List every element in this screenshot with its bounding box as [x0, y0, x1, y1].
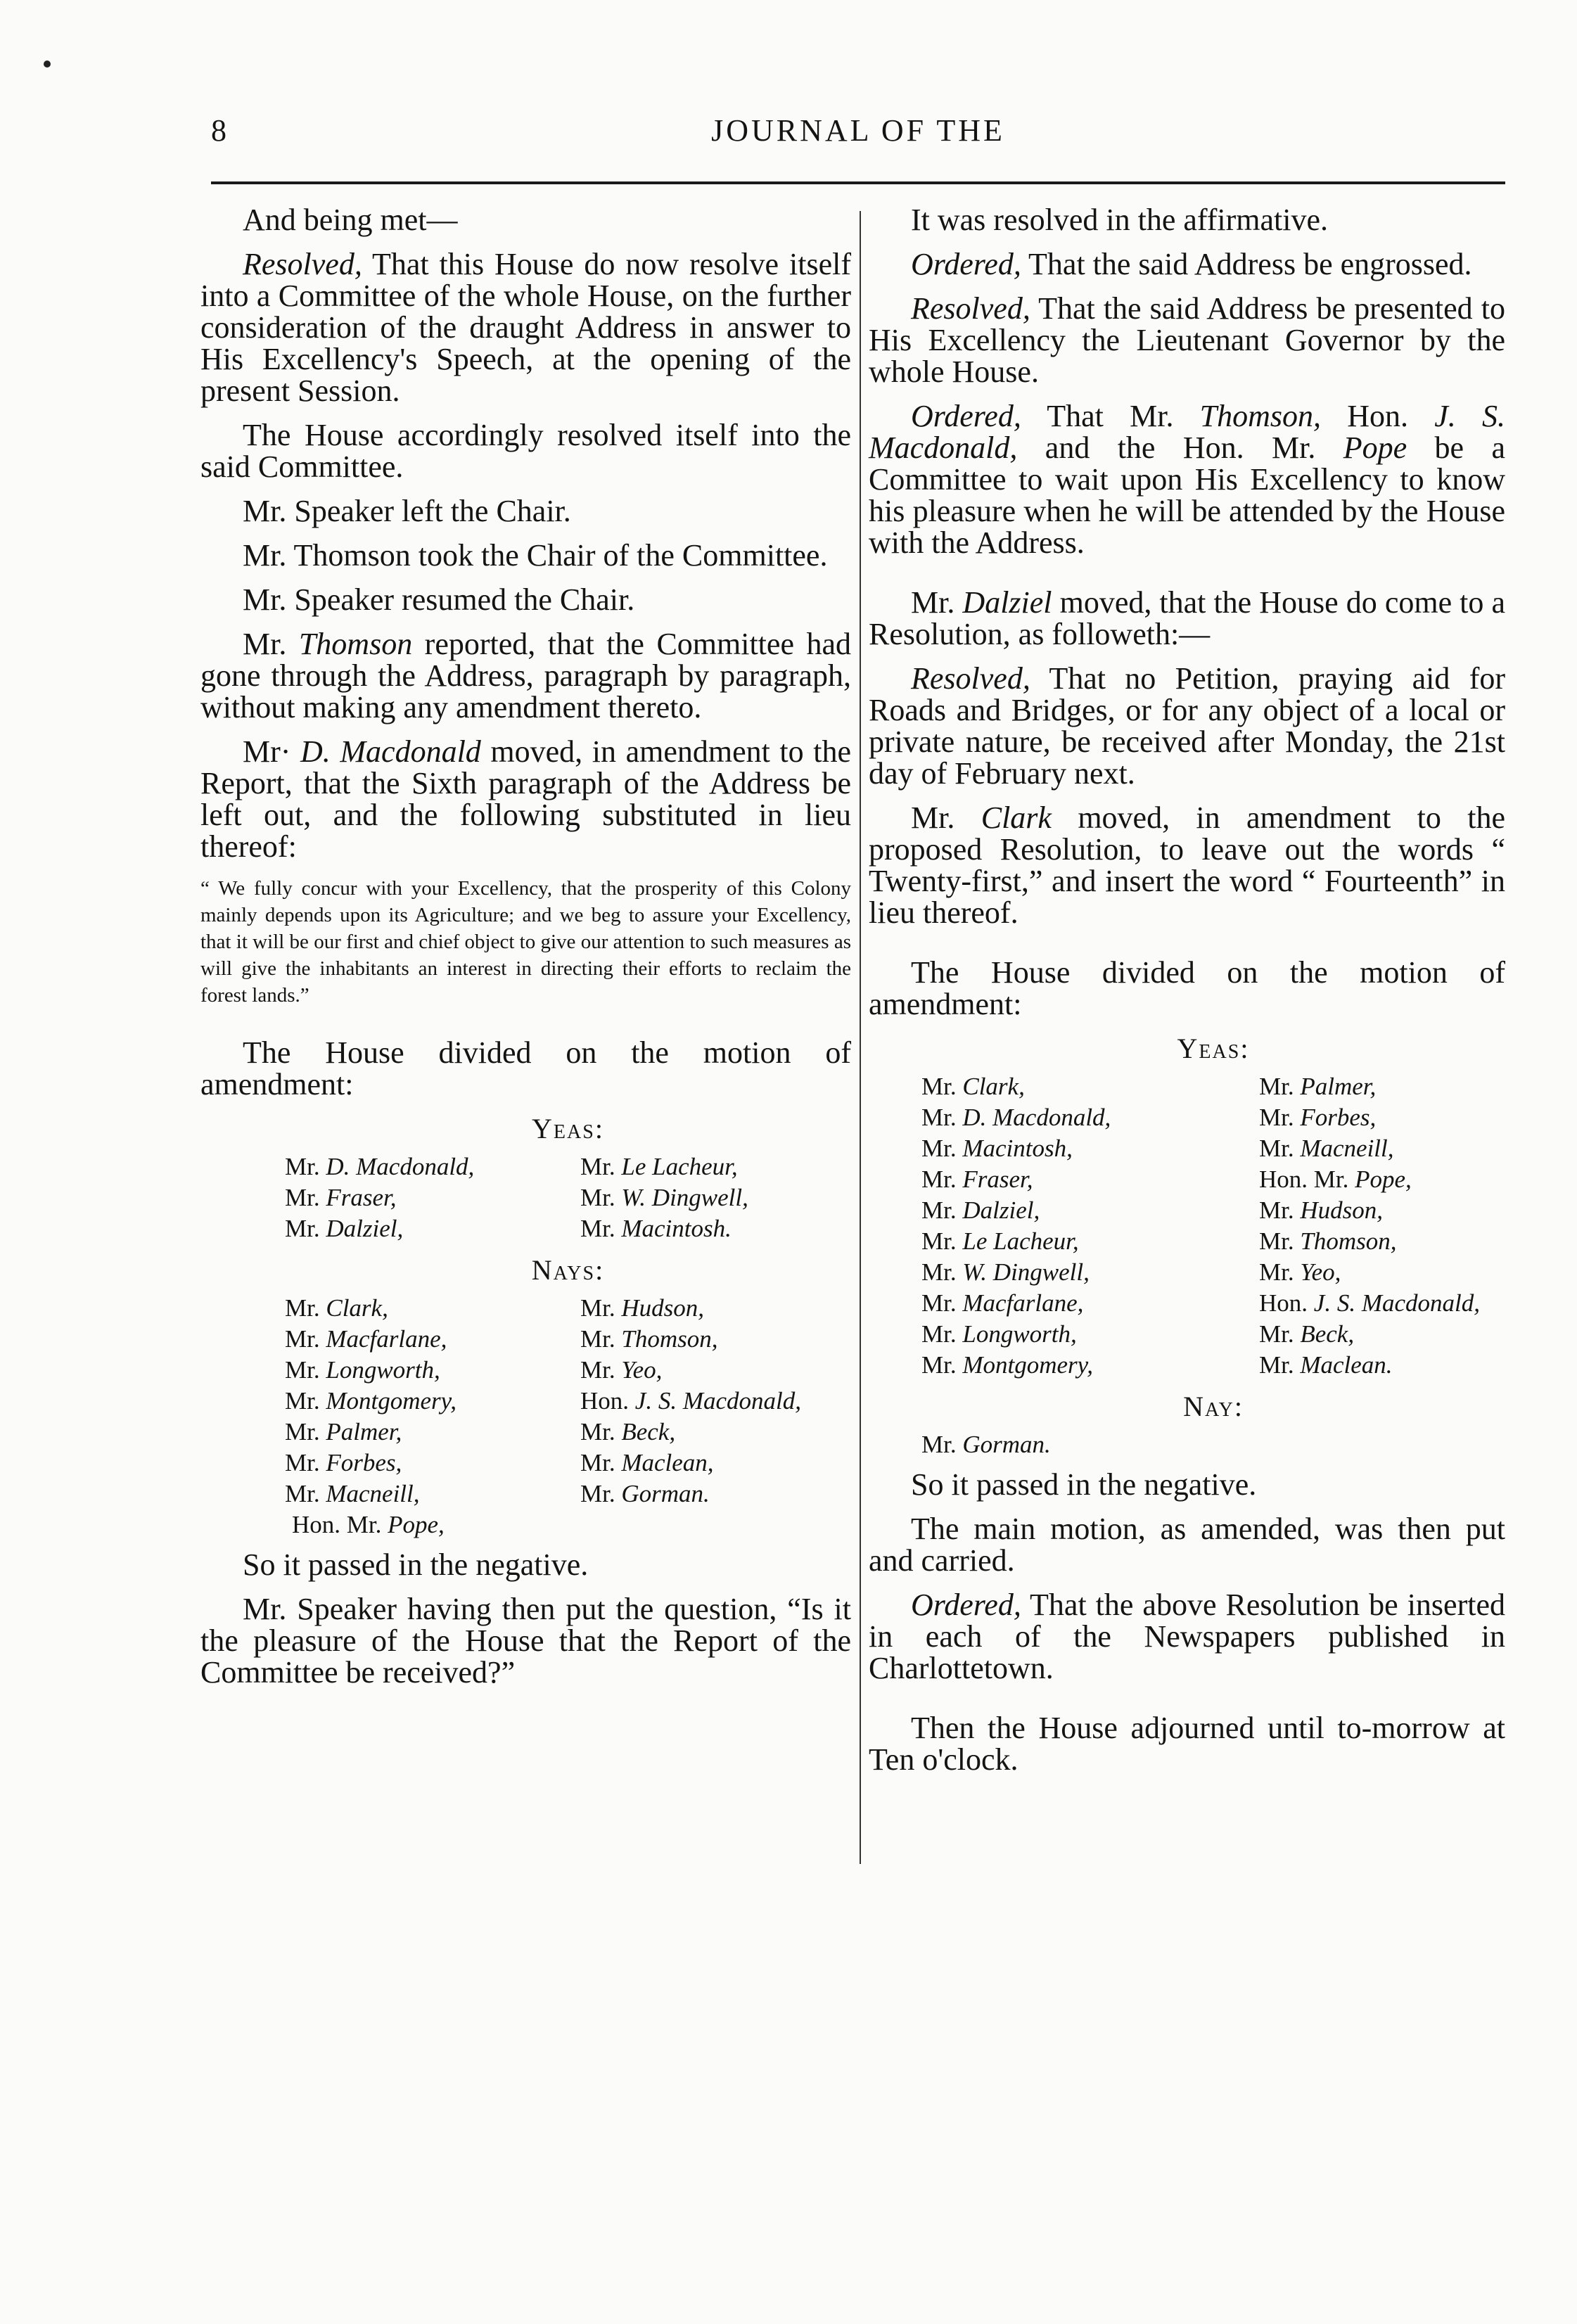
voter-name: Mr. Macneill,: [1259, 1135, 1394, 1162]
voter-name: Mr. Thomson,: [580, 1325, 718, 1353]
voter-name: Mr. Clark,: [285, 1294, 388, 1322]
page-speck: [44, 60, 51, 68]
yeas-list: [921, 1071, 1505, 1381]
voter-name: Mr. Forbes,: [1259, 1104, 1377, 1131]
voter-name: Mr. Hudson,: [580, 1294, 705, 1322]
paragraph: The main motion, as amended, was then put and carried.: [869, 1512, 1505, 1578]
paragraph: Mr. Thomson reported, that the Committee had gone through the Address, paragraph by paragraph, without making any amendment thereto.: [200, 627, 851, 724]
paragraph: Ordered, That the said Address be engrossed.: [911, 247, 1472, 281]
voter-name: Hon. Mr. Pope,: [292, 1511, 445, 1538]
voter-name: Mr. Macintosh.: [580, 1215, 732, 1242]
voter-name: Mr. Palmer,: [285, 1418, 402, 1445]
quoted-amendment: “ We fully concur with your Excellency, that the prosperity of this Colony mainly depends upon its Agriculture; and we beg to assure your Excellency, that it will be our first and chief object to give our attention to such measures as will give the inhabitants an interest in directing their efforts to reclaim the forest lands.”: [200, 877, 851, 1007]
paragraph: Resolved, That the said Address be presented to His Excellency the Lieutenant Governor by the whole House.: [869, 291, 1505, 389]
paragraph: So it passed in the negative.: [243, 1547, 589, 1582]
voter-name: Mr. Montgomery,: [285, 1387, 457, 1415]
voter-name: Mr. W. Dingwell,: [921, 1258, 1090, 1286]
running-head: JOURNAL OF THE: [711, 113, 1005, 148]
voter-name: Mr. Fraser,: [285, 1184, 397, 1211]
nay-heading: Nay:: [1183, 1391, 1244, 1422]
voter-name: Mr. Dalziel,: [921, 1196, 1040, 1224]
voter-name: Mr. Montgomery,: [921, 1351, 1094, 1379]
voter-name: Mr. Forbes,: [285, 1449, 402, 1476]
voter-name: Mr. Macfarlane,: [921, 1289, 1084, 1317]
division-list: [200, 1113, 851, 1540]
voter-name: Mr. Beck,: [1259, 1320, 1355, 1348]
voter-name: Mr. Macintosh,: [921, 1135, 1073, 1162]
left-column: [200, 204, 851, 1701]
voter-name: Mr. Le Lacheur,: [580, 1153, 738, 1180]
voter-name: Mr. Gorman.: [921, 1431, 1051, 1458]
column-divider: [860, 211, 861, 1864]
voter-name: Mr. Le Lacheur,: [921, 1227, 1079, 1255]
paragraph: Mr. Speaker left the Chair.: [243, 494, 571, 528]
header-rule: [211, 181, 1505, 184]
voter-name: Mr. Clark,: [921, 1073, 1025, 1100]
voter-name: Hon. Mr. Pope,: [1259, 1166, 1412, 1193]
voter-name: Mr. Gorman.: [580, 1480, 710, 1507]
voter-name: Mr. Longworth,: [921, 1320, 1077, 1348]
paragraph: Mr. Clark moved, in amendment to the proposed Resolution, to leave out the words “ Twenty-first,” and insert the word “ Fourteenth” in lieu thereof.: [869, 800, 1505, 930]
yeas-list: [285, 1151, 851, 1244]
voter-name: Mr. D. Macdonald,: [285, 1153, 475, 1180]
paragraph: The House divided on the motion of amendment:: [200, 1035, 851, 1102]
nays-heading: Nays:: [531, 1254, 605, 1286]
paragraph: So it passed in the negative.: [911, 1467, 1257, 1502]
paragraph: Then the House adjourned until to-morrow at Ten o'clock.: [869, 1711, 1505, 1777]
voter-name: Mr. Beck,: [580, 1418, 676, 1445]
paragraph: Mr. Speaker resumed the Chair.: [243, 582, 635, 617]
voter-name: Mr. Thomson,: [1259, 1227, 1397, 1255]
paragraph: And being met—: [243, 203, 458, 237]
voter-name: Hon. J. S. Macdonald,: [1259, 1289, 1480, 1317]
voter-name: Mr. D. Macdonald,: [921, 1104, 1111, 1131]
voter-name: Mr. Fraser,: [921, 1166, 1033, 1193]
paragraph: Mr· D. Macdonald moved, in amendment to the Report, that the Sixth paragraph of the Address be left out, and the following substituted in lieu thereof:: [200, 734, 851, 864]
voter-name: Mr. Maclean,: [580, 1449, 714, 1476]
voter-name: Mr. Macfarlane,: [285, 1325, 447, 1353]
paragraph: Resolved, That this House do now resolve itself into a Committee of the whole House, on the further consideration of the draught Address in answer to His Excellency's Speech, at the opening of the present Session.: [200, 247, 851, 408]
yeas-heading: Yeas:: [1177, 1033, 1250, 1064]
division-list: [869, 1033, 1505, 1460]
voter-name: Mr. Macneill,: [285, 1480, 420, 1507]
voter-name: Mr. Hudson,: [1259, 1196, 1384, 1224]
voter-name: Mr. Palmer,: [1259, 1073, 1377, 1100]
paragraph: Mr. Speaker having then put the question, “Is it the pleasure of the House that the Report of the Committee be received?”: [200, 1592, 851, 1690]
voter-name: Mr. Longworth,: [285, 1356, 440, 1384]
paragraph: Mr. Dalziel moved, that the House do come to a Resolution, as followeth:—: [869, 585, 1505, 651]
right-column: [869, 204, 1505, 1788]
paragraph: Ordered, That the above Resolution be inserted in each of the Newspapers published in Charlottetown.: [869, 1588, 1505, 1685]
page-number: 8: [211, 113, 226, 148]
paragraph: Resolved, That no Petition, praying aid for Roads and Bridges, or for any object of a local or private nature, be received after Monday, the 21st day of February next.: [869, 661, 1505, 791]
nays-list: [285, 1293, 851, 1509]
paragraph: It was resolved in the affirmative.: [911, 203, 1328, 237]
paragraph: Mr. Thomson took the Chair of the Committee.: [243, 538, 828, 573]
paragraph: The House accordingly resolved itself into the said Committee.: [200, 418, 851, 484]
voter-name: Mr. W. Dingwell,: [580, 1184, 748, 1211]
voter-name: Mr. Maclean.: [1259, 1351, 1393, 1379]
voter-name: Mr. Yeo,: [580, 1356, 663, 1384]
voter-name: Hon. J. S. Macdonald,: [580, 1387, 801, 1415]
paragraph: The House divided on the motion of amendment:: [869, 955, 1505, 1021]
voter-name: Mr. Dalziel,: [285, 1215, 404, 1242]
page-header: [211, 113, 1505, 155]
voter-name: Mr. Yeo,: [1259, 1258, 1341, 1286]
yeas-heading: Yeas:: [532, 1113, 604, 1144]
paragraph: Ordered, That Mr. Thomson, Hon. J. S. Macdonald, and the Hon. Mr. Pope be a Committee to wait upon His Excellency to know his pleasure when he will be attended by the House with the Address.: [869, 399, 1506, 560]
